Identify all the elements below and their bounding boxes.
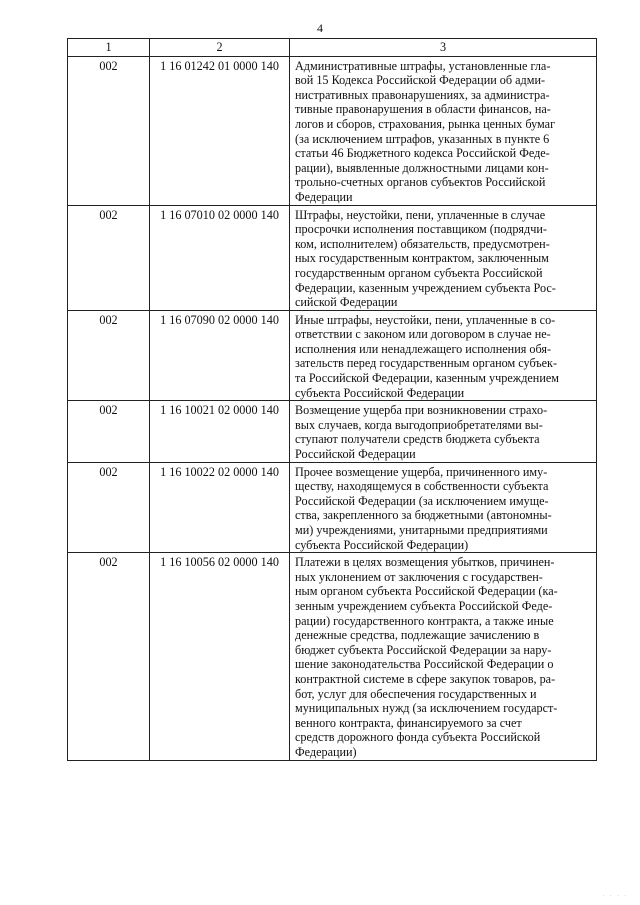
admin-code-cell: 002 — [68, 56, 150, 205]
description-line: ком, исполнителем) обязательств, предусмотрен- — [295, 236, 550, 251]
description-line: рации), выявленные должностными лицами кон- — [295, 160, 549, 175]
description-line: Возмещение ущерба при возникновении страхо- — [295, 403, 548, 418]
table-row — [68, 56, 597, 205]
description-line: зенным учреждением субъекта Российской Феде- — [295, 598, 553, 613]
description-line: статьи 46 Бюджетного кодекса Российской Феде- — [295, 146, 550, 161]
description-line: ным органом субъекта Российской Федерации (ка- — [295, 584, 558, 599]
description-line: венного контракта, финансируемого за счет — [295, 715, 522, 730]
admin-code-cell: 002 — [68, 462, 150, 553]
description-line: та Российской Федерации, казенным учреждением — [295, 371, 559, 386]
table-row — [68, 462, 597, 553]
description-line: бюджет субъекта Российской Федерации за нару- — [295, 642, 552, 657]
description-line: Российской Федерации (за исключением имуще- — [295, 493, 549, 508]
admin-code-cell: 002 — [68, 553, 150, 760]
description-line: Федерации, казенным учреждением субъекта Рос- — [295, 280, 556, 295]
description-cell — [290, 553, 597, 760]
description-cell — [290, 401, 597, 462]
budget-classification-code-cell: 1 16 10022 02 0000 140 — [150, 462, 290, 553]
table-body — [68, 56, 597, 760]
description-line: вой 15 Кодекса Российской Федерации об адми- — [295, 73, 546, 88]
budget-classification-code-cell: 1 16 01242 01 0000 140 — [150, 56, 290, 205]
budget-classification-code-cell: 1 16 10056 02 0000 140 — [150, 553, 290, 760]
header-row — [68, 39, 597, 57]
description-cell — [290, 310, 597, 401]
description-line: Российской Федерации — [295, 447, 416, 462]
table-row — [68, 401, 597, 462]
description-line: тивные правонарушения в области финансов, на- — [295, 102, 551, 117]
description-line: Прочее возмещение ущерба, причиненного иму- — [295, 464, 548, 479]
description-line: муниципальных нужд (за исключением государст- — [295, 701, 558, 716]
description-line: нистративных правонарушениях, за администра- — [295, 87, 550, 102]
table-header — [68, 39, 597, 57]
description-line: Платежи в целях возмещения убытков, причинен- — [295, 555, 555, 570]
description-line: денежные средства, подлежащие зачислению в — [295, 628, 540, 643]
page-number: 4 — [317, 21, 323, 35]
header-column-3: 3 — [290, 39, 597, 57]
description-line: Федерации) — [295, 744, 357, 759]
description-line: просрочки исполнения поставщиком (подрядчи- — [295, 222, 547, 237]
budget-classification-code-cell: 1 16 07010 02 0000 140 — [150, 205, 290, 310]
description-line: сийской Федерации — [295, 295, 398, 310]
admin-code-cell: 002 — [68, 310, 150, 401]
description-line: (за исключением штрафов, указанных в пункте 6 — [295, 131, 550, 146]
budget-classification-code-cell: 1 16 07090 02 0000 140 — [150, 310, 290, 401]
description-line: исполнения или ненадлежащего исполнения обя- — [295, 341, 552, 356]
description-line: Административные штрафы, установленные гла- — [295, 58, 551, 73]
table-row — [68, 205, 597, 310]
description-line: ществу, находящемуся в собственности субъекта — [295, 479, 549, 494]
scan-marks: · · · · — [602, 893, 628, 899]
description-line: рации) государственного контракта, а также иные — [295, 613, 554, 628]
description-line: вых случаев, когда выгодоприобретателями вы- — [295, 417, 543, 432]
description-line: контрактной системе в сфере закупок товаров, ра- — [295, 671, 556, 686]
admin-code-cell: 002 — [68, 401, 150, 462]
description-line: ми) учреждениями, унитарными предприятиями — [295, 523, 548, 537]
header-column-2: 2 — [150, 39, 290, 57]
table-row — [68, 310, 597, 401]
table-row — [68, 553, 597, 760]
description-line: средств дорожного фонда субъекта Российской — [295, 730, 541, 745]
budget-classification-code-cell: 1 16 10021 02 0000 140 — [150, 401, 290, 462]
description-line: Иные штрафы, неустойки, пени, уплаченные в со- — [295, 312, 556, 327]
description-line: субъекта Российской Федерации) — [295, 537, 469, 552]
header-column-1: 1 — [68, 39, 150, 57]
description-cell — [290, 462, 597, 553]
description-line: ных государственным контрактом, заключенным — [295, 251, 549, 266]
description-cell — [290, 56, 597, 205]
description-line: ответствии с законом или договором в случае не- — [295, 327, 551, 342]
description-cell — [290, 205, 597, 310]
description-line: государственным органом субъекта Российской — [295, 265, 543, 280]
admin-code-cell: 002 — [68, 205, 150, 310]
description-line: субъекта Российской Федерации — [295, 385, 465, 400]
description-line: шение законодательства Российской Федерации о — [295, 657, 554, 672]
description-line: Федерации — [295, 189, 353, 204]
description-line: зательств перед государственным органом субъек- — [295, 356, 558, 371]
description-line: логов и сборов, страхования, рынка ценных бумаг — [295, 116, 556, 131]
description-line: Штрафы, неустойки, пени, уплаченные в случае — [295, 207, 546, 222]
description-line: трольно-счетных органов субъектов Российской — [295, 175, 546, 190]
revenue-codes-table — [67, 38, 597, 761]
description-line: ступают получатели средств бюджета субъекта — [295, 432, 540, 447]
description-line: ства, закрепленного за бюджетными (автономны- — [295, 508, 552, 523]
description-line: бот, услуг для обеспечения государственных и — [295, 686, 537, 701]
description-line: ных уклонением от заключения с государствен- — [295, 569, 543, 584]
